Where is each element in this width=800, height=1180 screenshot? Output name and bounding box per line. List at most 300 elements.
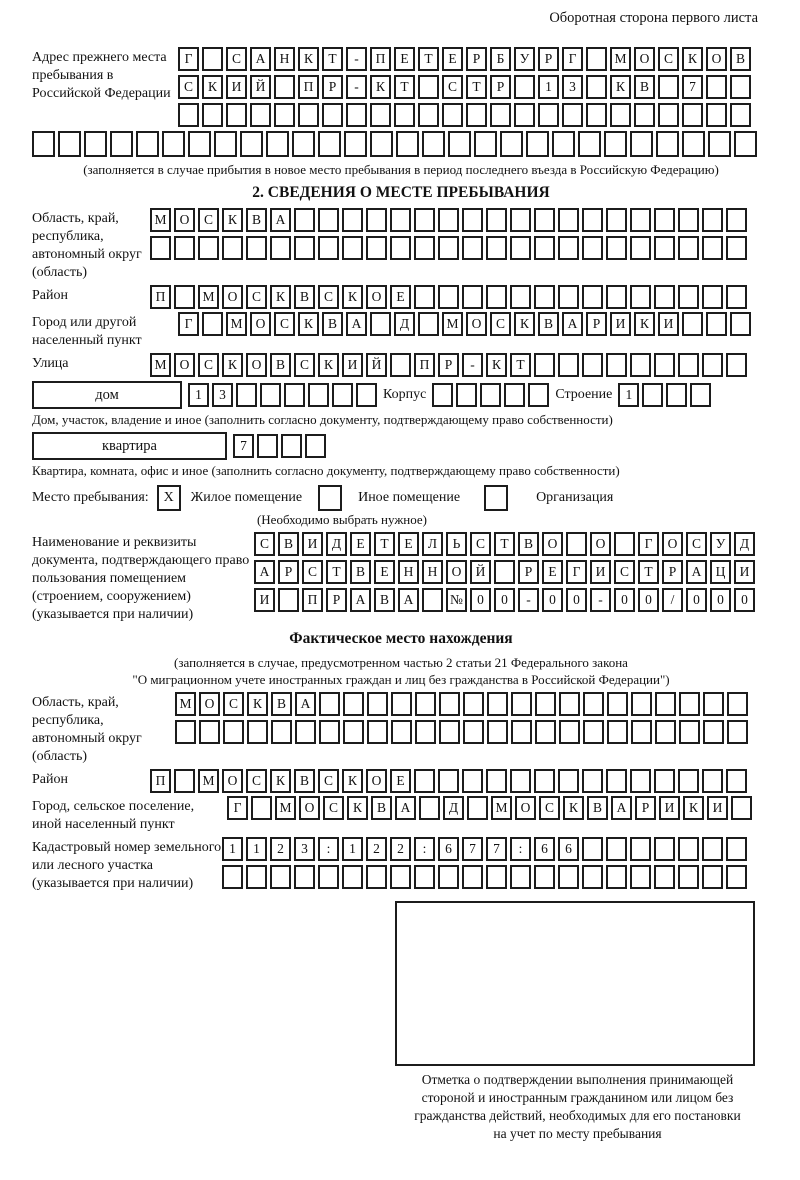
char-row: [150, 208, 747, 232]
char-cell: Т: [494, 532, 515, 556]
char-cell: С: [658, 47, 679, 71]
char-cell: О: [174, 208, 195, 232]
char-cell: А: [250, 47, 271, 71]
char-cell: [448, 131, 471, 157]
char-cell: [467, 796, 488, 820]
char-cell: 3: [212, 383, 233, 407]
char-cell: [511, 720, 532, 744]
district-row: [32, 285, 770, 309]
stay-type-note: (Необходимо выбрать нужное): [256, 512, 428, 527]
char-cell: П: [414, 353, 435, 377]
stay-type-row: [32, 485, 770, 511]
city-row: [32, 312, 770, 350]
actual-region-label: Область, край, республика, автономный округ (область): [32, 695, 142, 764]
char-cell: [84, 131, 107, 157]
char-cell: К: [342, 769, 363, 793]
char-cell: [466, 103, 487, 127]
char-cell: [726, 236, 747, 260]
char-cell: [432, 383, 453, 407]
char-cell: Р: [586, 312, 607, 336]
char-row: [178, 47, 751, 71]
char-cell: [462, 865, 483, 889]
stamp-caption-line: гражданства действий, необходимых для его постановки: [414, 1108, 741, 1123]
char-cell: [438, 769, 459, 793]
char-cell: [486, 285, 507, 309]
char-cell: С: [178, 75, 199, 99]
char-cell: К: [514, 312, 535, 336]
char-cell: [414, 865, 435, 889]
street-label: Улица: [32, 356, 69, 371]
char-cell: О: [299, 796, 320, 820]
char-cell: [415, 692, 436, 716]
char-cell: [274, 103, 295, 127]
char-cell: [439, 720, 460, 744]
char-cell: [679, 720, 700, 744]
char-row: [150, 353, 747, 377]
char-cell: О: [590, 532, 611, 556]
char-cell: [534, 208, 555, 232]
char-cell: А: [295, 692, 316, 716]
char-cell: [366, 865, 387, 889]
char-cell: [295, 720, 316, 744]
char-cell: Р: [278, 560, 299, 584]
char-cell: Д: [734, 532, 755, 556]
char-cell: [250, 103, 271, 127]
char-cell: [319, 720, 340, 744]
char-cell: [251, 796, 272, 820]
char-cell: [631, 720, 652, 744]
actual-location-note2: "О миграционном учете иностранных граждан и лиц без гражданства в Российской Федерации"): [132, 672, 670, 687]
stamp-caption-line: стороной и иностранным гражданином или лицом без: [421, 1090, 734, 1105]
char-cell: Е: [394, 47, 415, 71]
char-cell: Й: [250, 75, 271, 99]
char-cell: А: [611, 796, 632, 820]
char-cell: С: [246, 285, 267, 309]
apartment-cells: [233, 434, 326, 458]
char-cell: [418, 103, 439, 127]
char-cell: В: [271, 692, 292, 716]
char-cell: 0: [494, 588, 515, 612]
char-cell: -: [518, 588, 539, 612]
char-cell: [558, 236, 579, 260]
char-cell: [510, 769, 531, 793]
char-cell: 2: [390, 837, 411, 861]
char-cell: С: [226, 47, 247, 71]
char-cell: [726, 208, 747, 232]
char-cell: [726, 353, 747, 377]
char-cell: [32, 131, 55, 157]
char-cell: П: [150, 285, 171, 309]
char-cell: М: [442, 312, 463, 336]
char-cell: М: [275, 796, 296, 820]
char-cell: С: [614, 560, 635, 584]
char-cell: О: [515, 796, 536, 820]
char-cell: [582, 236, 603, 260]
char-cell: [174, 236, 195, 260]
street-row: [32, 353, 770, 377]
stroenie-label: Строение: [555, 387, 613, 402]
char-cell: [654, 236, 675, 260]
char-cell: [654, 837, 675, 861]
char-cell: [630, 769, 651, 793]
char-cell: М: [226, 312, 247, 336]
char-cell: Г: [566, 560, 587, 584]
char-cell: [298, 103, 319, 127]
char-cell: [514, 75, 535, 99]
char-cell: Р: [322, 75, 343, 99]
char-cell: [343, 692, 364, 716]
char-cell: [678, 769, 699, 793]
char-cell: [630, 285, 651, 309]
char-cell: К: [682, 47, 703, 71]
char-cell: М: [198, 285, 219, 309]
char-row: [222, 865, 747, 889]
checkbox-other-premise: [318, 485, 342, 511]
char-cell: [606, 236, 627, 260]
region-label: Область, край, республика, автономный округ (область): [32, 211, 142, 280]
char-cell: [419, 796, 440, 820]
char-cell: [391, 720, 412, 744]
checkbox-organization: [484, 485, 508, 511]
char-cell: [463, 692, 484, 716]
char-cell: [703, 720, 724, 744]
char-cell: [606, 353, 627, 377]
char-cell: 0: [638, 588, 659, 612]
char-cell: [511, 692, 532, 716]
char-cell: [305, 434, 326, 458]
char-cell: [494, 560, 515, 584]
char-cell: У: [710, 532, 731, 556]
char-cell: [630, 131, 653, 157]
char-row: [150, 769, 747, 793]
char-cell: Р: [635, 796, 656, 820]
stroenie-cells: [618, 383, 711, 407]
char-cell: О: [222, 769, 243, 793]
char-cell: [706, 75, 727, 99]
char-cell: [294, 208, 315, 232]
char-cell: №: [446, 588, 467, 612]
char-cell: [678, 236, 699, 260]
actual-city-row: [32, 796, 770, 834]
char-cell: [414, 208, 435, 232]
char-cell: М: [610, 47, 631, 71]
char-cell: В: [278, 532, 299, 556]
actual-district-label: Район: [32, 772, 68, 787]
char-cell: Р: [518, 560, 539, 584]
char-cell: В: [246, 208, 267, 232]
option-organization-label: Организация: [536, 490, 614, 505]
char-cell: [174, 285, 195, 309]
char-cell: И: [658, 312, 679, 336]
region-grid: [150, 208, 747, 260]
char-cell: Н: [274, 47, 295, 71]
cadastral-row: [32, 837, 770, 893]
char-cell: [418, 312, 439, 336]
char-cell: Е: [442, 47, 463, 71]
char-cell: М: [491, 796, 512, 820]
char-cell: С: [323, 796, 344, 820]
char-cell: [438, 208, 459, 232]
char-cell: В: [294, 285, 315, 309]
char-cell: [462, 769, 483, 793]
char-cell: С: [686, 532, 707, 556]
house-cells: [188, 383, 377, 407]
char-cell: [278, 588, 299, 612]
char-cell: [654, 769, 675, 793]
char-cell: [390, 353, 411, 377]
char-row: [178, 312, 751, 336]
char-cell: [414, 236, 435, 260]
char-cell: Е: [390, 769, 411, 793]
stay-type-label: Место пребывания:: [32, 490, 149, 505]
char-cell: [583, 692, 604, 716]
char-cell: И: [342, 353, 363, 377]
region-row: [32, 208, 770, 282]
char-cell: В: [371, 796, 392, 820]
char-cell: С: [223, 692, 244, 716]
char-cell: И: [610, 312, 631, 336]
char-cell: [150, 236, 171, 260]
char-cell: [487, 692, 508, 716]
char-cell: 3: [562, 75, 583, 99]
char-cell: :: [414, 837, 435, 861]
char-cell: [510, 865, 531, 889]
char-cell: [702, 353, 723, 377]
char-cell: К: [563, 796, 584, 820]
char-cell: [342, 865, 363, 889]
char-cell: [582, 865, 603, 889]
cadastral-grid: [222, 837, 747, 889]
char-cell: [510, 208, 531, 232]
char-cell: [188, 131, 211, 157]
char-cell: Т: [418, 47, 439, 71]
char-cell: [414, 285, 435, 309]
char-cell: [294, 236, 315, 260]
char-cell: [630, 837, 651, 861]
char-cell: [666, 383, 687, 407]
char-cell: [559, 692, 580, 716]
char-cell: [586, 47, 607, 71]
char-cell: :: [510, 837, 531, 861]
char-cell: [562, 103, 583, 127]
char-cell: 6: [534, 837, 555, 861]
korpus-cells: [432, 383, 549, 407]
char-cell: К: [270, 769, 291, 793]
char-cell: [606, 285, 627, 309]
char-cell: К: [270, 285, 291, 309]
char-cell: К: [683, 796, 704, 820]
char-cell: [178, 103, 199, 127]
char-cell: О: [246, 353, 267, 377]
char-cell: Е: [390, 285, 411, 309]
char-cell: [422, 131, 445, 157]
prev-address-label: Адрес прежнего места пребывания в Российской Федерации: [32, 50, 171, 101]
header-note: Оборотная сторона первого листа: [549, 10, 758, 26]
char-cell: Г: [178, 47, 199, 71]
char-cell: С: [539, 796, 560, 820]
house-box: дом: [32, 381, 182, 409]
char-cell: 1: [188, 383, 209, 407]
char-cell: [610, 103, 631, 127]
char-cell: А: [254, 560, 275, 584]
char-cell: [270, 865, 291, 889]
char-cell: [438, 236, 459, 260]
char-cell: С: [470, 532, 491, 556]
char-row: [175, 720, 748, 744]
char-cell: Г: [178, 312, 199, 336]
char-cell: [487, 720, 508, 744]
char-cell: [438, 865, 459, 889]
actual-district-row: [32, 769, 770, 793]
char-cell: О: [250, 312, 271, 336]
char-cell: [654, 285, 675, 309]
korpus-label: Корпус: [383, 387, 427, 402]
char-cell: 2: [270, 837, 291, 861]
char-cell: [136, 131, 159, 157]
char-cell: [730, 103, 751, 127]
char-cell: Т: [466, 75, 487, 99]
char-cell: [534, 285, 555, 309]
char-cell: К: [247, 692, 268, 716]
char-cell: К: [347, 796, 368, 820]
char-cell: [604, 131, 627, 157]
char-cell: [630, 236, 651, 260]
char-cell: [534, 865, 555, 889]
char-row: [175, 692, 748, 716]
char-cell: 6: [438, 837, 459, 861]
char-cell: [535, 720, 556, 744]
char-cell: [391, 692, 412, 716]
char-cell: О: [366, 769, 387, 793]
char-cell: У: [514, 47, 535, 71]
char-row: [150, 236, 747, 260]
char-cell: [586, 75, 607, 99]
char-cell: Е: [542, 560, 563, 584]
char-cell: К: [634, 312, 655, 336]
stamp-caption-line: на учет по месту пребывания: [493, 1126, 662, 1141]
apartment-note: Квартира, комната, офис и иное (заполнить согласно документу, подтверждающему право собственности): [32, 463, 620, 478]
char-cell: [199, 720, 220, 744]
apartment-box: квартира: [32, 432, 227, 460]
char-cell: 0: [542, 588, 563, 612]
char-row: [254, 532, 755, 556]
char-cell: [727, 692, 748, 716]
char-cell: [370, 131, 393, 157]
char-cell: [308, 383, 329, 407]
char-cell: -: [346, 75, 367, 99]
char-cell: [558, 769, 579, 793]
char-cell: [318, 865, 339, 889]
char-cell: [730, 312, 751, 336]
char-cell: С: [442, 75, 463, 99]
char-cell: [474, 131, 497, 157]
char-cell: И: [254, 588, 275, 612]
char-cell: [631, 692, 652, 716]
char-cell: О: [542, 532, 563, 556]
char-cell: [655, 720, 676, 744]
char-cell: С: [246, 769, 267, 793]
char-cell: [367, 692, 388, 716]
char-cell: [394, 103, 415, 127]
char-cell: В: [538, 312, 559, 336]
char-cell: [534, 353, 555, 377]
char-cell: [504, 383, 525, 407]
char-cell: [175, 720, 196, 744]
char-cell: [246, 236, 267, 260]
char-cell: [566, 532, 587, 556]
char-cell: [236, 383, 257, 407]
char-cell: [58, 131, 81, 157]
char-cell: О: [662, 532, 683, 556]
char-cell: [583, 720, 604, 744]
char-cell: [682, 103, 703, 127]
char-cell: [703, 692, 724, 716]
confirmation-stamp-area: [395, 901, 755, 1066]
char-cell: [682, 131, 705, 157]
char-cell: О: [634, 47, 655, 71]
char-cell: Д: [443, 796, 464, 820]
char-cell: С: [490, 312, 511, 336]
char-cell: [284, 383, 305, 407]
char-cell: С: [302, 560, 323, 584]
char-cell: [726, 837, 747, 861]
char-cell: [586, 103, 607, 127]
char-cell: Л: [422, 532, 443, 556]
char-cell: [607, 692, 628, 716]
char-cell: [607, 720, 628, 744]
char-cell: [222, 865, 243, 889]
char-cell: [226, 103, 247, 127]
char-cell: [526, 131, 549, 157]
char-cell: П: [150, 769, 171, 793]
char-cell: 0: [686, 588, 707, 612]
char-cell: Т: [394, 75, 415, 99]
char-cell: Р: [662, 560, 683, 584]
char-cell: Р: [326, 588, 347, 612]
char-cell: П: [302, 588, 323, 612]
char-cell: Е: [374, 560, 395, 584]
char-cell: О: [446, 560, 467, 584]
char-cell: И: [734, 560, 755, 584]
char-cell: [442, 103, 463, 127]
char-cell: [240, 131, 263, 157]
char-cell: [257, 434, 278, 458]
char-cell: В: [587, 796, 608, 820]
char-cell: Д: [394, 312, 415, 336]
char-cell: [726, 285, 747, 309]
char-cell: [318, 208, 339, 232]
char-cell: С: [254, 532, 275, 556]
prev-address-note: (заполняется в случае прибытия в новое место пребывания в период последнего въезда в Российскую Федерацию): [83, 162, 719, 177]
char-cell: 0: [566, 588, 587, 612]
char-cell: В: [730, 47, 751, 71]
char-cell: [654, 865, 675, 889]
char-cell: [294, 865, 315, 889]
char-cell: [606, 208, 627, 232]
prev-address-grid: [178, 47, 751, 127]
stamp-caption: [385, 1071, 770, 1143]
char-cell: [370, 103, 391, 127]
char-cell: [658, 103, 679, 127]
actual-region-grid: [175, 692, 748, 744]
char-cell: 6: [558, 837, 579, 861]
char-cell: [726, 865, 747, 889]
char-cell: О: [174, 353, 195, 377]
char-cell: [414, 769, 435, 793]
char-cell: [706, 312, 727, 336]
char-row: [227, 796, 752, 820]
char-cell: [679, 692, 700, 716]
